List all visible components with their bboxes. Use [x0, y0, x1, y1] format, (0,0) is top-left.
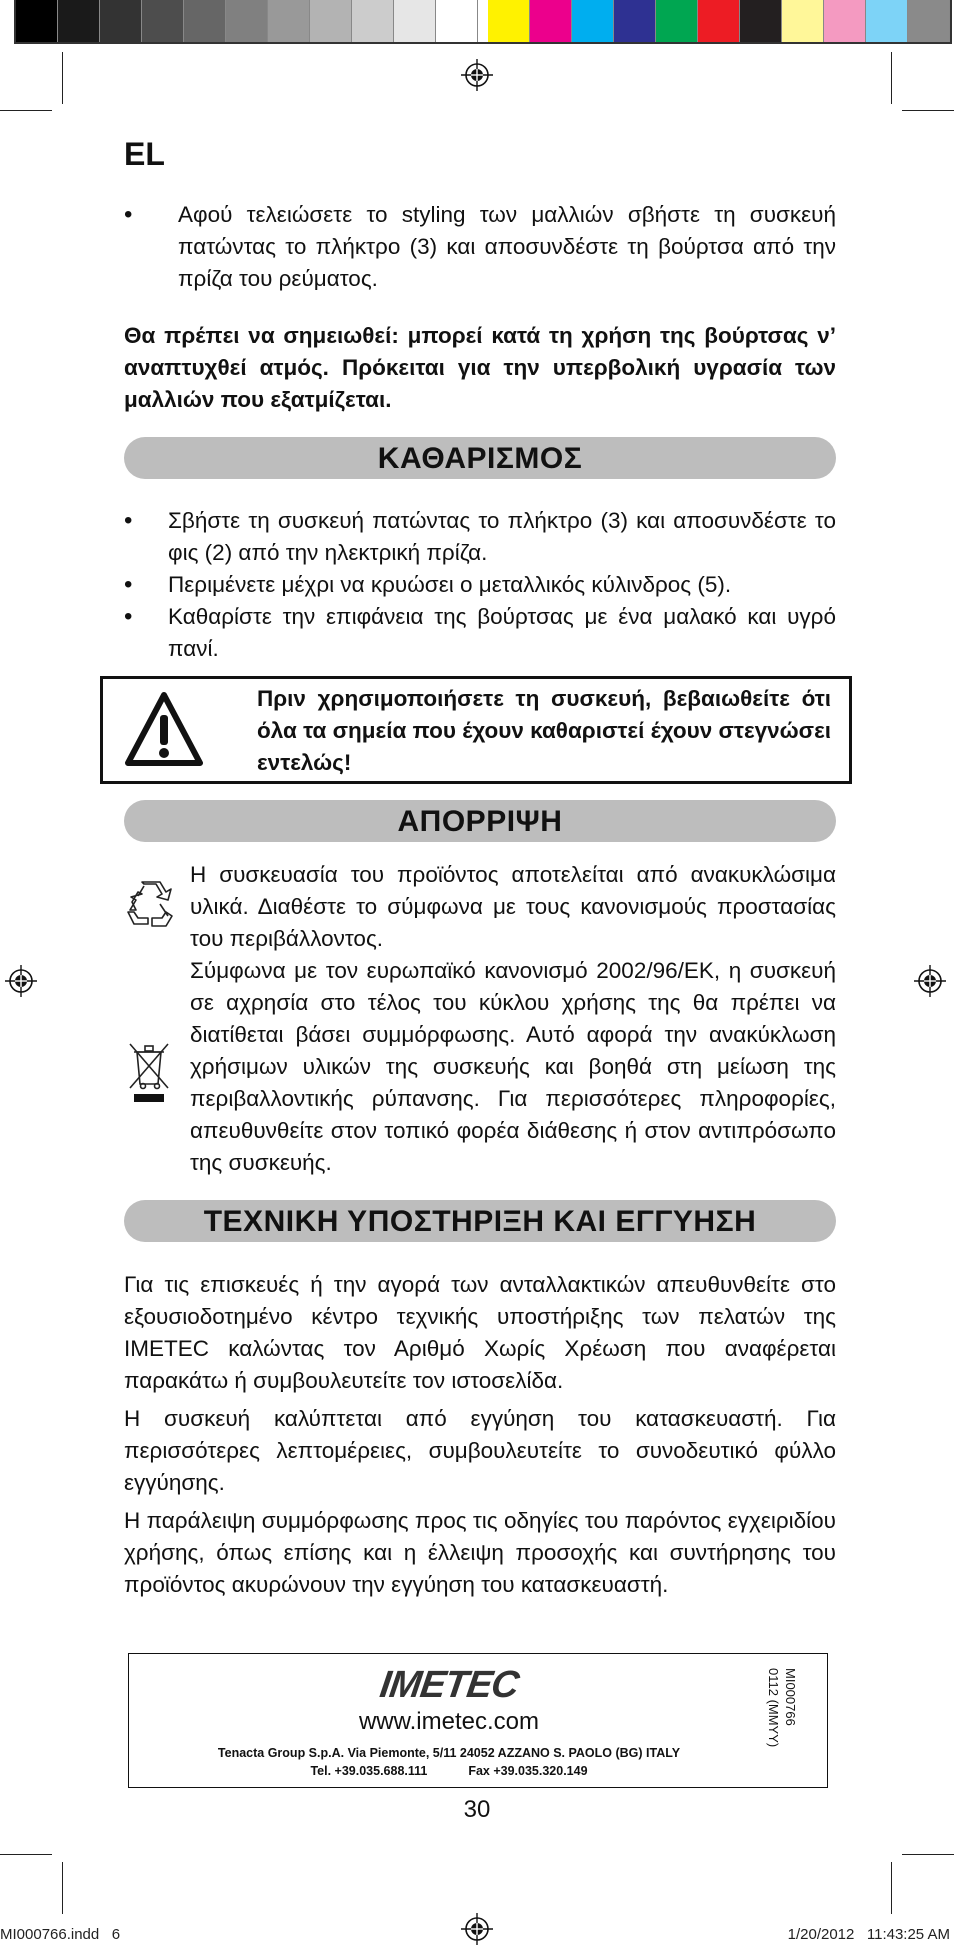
steam-note: Θα πρέπει να σημειωθεί: μπορεί κατά τη χρήση της βούρτσας ν’ αναπτυχθεί ατμός. Πρόκειται για την υπερβολική υγρασία των μαλλιών που εξατμίζεται. — [124, 323, 836, 412]
list-item: • Καθαρίστε την επιφάνεια της βούρτσας με ένα μαλακό και υγρό πανί. — [124, 601, 836, 665]
printer-color-bar — [14, 0, 952, 44]
cleaning-list — [124, 505, 836, 665]
code-number: MI000766 — [783, 1668, 798, 1726]
process-swatch-6 — [740, 0, 782, 42]
crop-mark — [891, 1862, 892, 1914]
crop-mark — [0, 1854, 52, 1855]
gray-swatch-7 — [310, 0, 352, 42]
brand-logo: IMETEC — [377, 1664, 521, 1706]
process-swatch-7 — [782, 0, 824, 42]
page-number: 30 — [463, 1796, 491, 1823]
gray-swatch-5 — [226, 0, 268, 42]
gray-swatch-8 — [352, 0, 394, 42]
packaging-text: Η συσκευασία του προϊόντος αποτελείται από ανακυκλώσιμα υλικά. Διαθέστε το σύμφωνα με τους κανονισμούς προστασίας του περιβάλλοντος. — [190, 862, 836, 951]
intro-bullet-list — [124, 199, 836, 295]
manufacturer-footer-box — [128, 1653, 828, 1788]
gray-swatch-2 — [100, 0, 142, 42]
registration-mark-icon — [460, 1912, 494, 1946]
section-title-cleaning: ΚΑΘΑΡΙΣΜΟΣ — [124, 437, 836, 479]
date-code: 0112 (MMYY) — [766, 1668, 781, 1748]
document-code — [763, 1668, 799, 1778]
process-color-ramp — [488, 0, 950, 42]
phone-number: Tel. +39.035.688.111 — [310, 1764, 428, 1778]
crop-mark — [62, 1862, 63, 1914]
process-swatch-4 — [656, 0, 698, 42]
process-swatch-3 — [614, 0, 656, 42]
list-item: • Αφού τελειώσετε το styling των μαλλιών σβήστε τη συσκευή πατώντας το πλήκτρο (3) και αποσυνδέστε τη βούρτσα από την πρίζα του ρεύματος. — [124, 199, 836, 295]
weee-text: Σύμφωνα με τον ευρωπαϊκό κανονισμό 2002/96/ΕΚ, η συσκευή σε αχρησία στο τέλος του κύκλου χρήσης της θα πρέπει να διατίθεται βάσει συμμόρφωσης. Αυτό αφορά την ανακύκλωση χρήσιμων υλικών της συσκευής και βοηθά στη μείωση της περιβαλλοντικής ρύπανσης. Για περισσότερες πληροφορίες, απευθυνθείτε στον τοπικό φορέα διάθεσης ή στον αντιπρόσωπο της συσκευής. — [190, 958, 836, 1175]
gray-swatch-0 — [16, 0, 58, 42]
process-swatch-8 — [824, 0, 866, 42]
website-link[interactable]: www.imetec.com — [358, 1708, 540, 1735]
list-item: • Σβήστε τη συσκευή πατώντας το πλήκτρο (3) και αποσυνδέστε το φις (2) από την ηλεκτρική πρίζα. — [124, 505, 836, 569]
recycle-icon — [124, 880, 176, 928]
process-swatch-9 — [866, 0, 908, 42]
section-title-support: ΤΕΧΝΙΚΗ ΥΠΟΣΤΗΡΙΞΗ ΚΑΙ ΕΓΓΥΗΣΗ — [124, 1200, 836, 1242]
crop-mark — [891, 52, 892, 104]
warning-text: Πριν χρησιμοποιήσετε τη συσκευή, βεβαιωθείτε ότι όλα τα σημεία που έχουν καθαριστεί έχουν στεγνώσει εντελώς! — [257, 686, 831, 775]
support-paragraph: Για τις επισκευές ή την αγορά των ανταλλακτικών απευθυνθείτε στο εξουσιοδοτημένο κέντρο τεχνικής υποστήριξης των πελατών της IMETEC καλώντας τον Αριθμό Χωρίς Χρέωση που αναφέρεται παρακάτω ή συμβουλευτείτε τον ιστοσελίδα. — [124, 1272, 836, 1393]
crop-mark — [902, 1854, 954, 1855]
registration-mark-icon — [4, 964, 38, 998]
gray-swatch-4 — [184, 0, 226, 42]
timestamp-slug: 1/20/2012 11:43:25 AM — [787, 1926, 950, 1943]
gray-ramp — [16, 0, 478, 42]
gray-swatch-1 — [58, 0, 100, 42]
gray-swatch-9 — [394, 0, 436, 42]
crop-mark — [62, 52, 63, 104]
registration-mark-icon — [913, 964, 947, 998]
gray-swatch-6 — [268, 0, 310, 42]
process-swatch-2 — [572, 0, 614, 42]
section-title-disposal: ΑΠΟΡΡΙΨΗ — [124, 800, 836, 842]
support-paragraph: Η παράλειψη συμμόρφωσης προς τις οδηγίες του παρόντος εγχειριδίου χρήσης, όπως επίσης και η έλλειψη προσοχής και συντήρησης του προϊόντος ακυρώνουν την εγγύηση του κατασκευαστή. — [124, 1508, 836, 1597]
crossed-bin-icon — [126, 1040, 172, 1104]
registration-mark-icon — [460, 58, 494, 92]
process-swatch-0 — [488, 0, 530, 42]
crop-mark — [0, 110, 52, 111]
address-line: Tenacta Group S.p.A. Via Piemonte, 5/11 24052 AZZANO S. PAOLO (BG) ITALY — [217, 1746, 681, 1760]
phone-fax-line — [129, 1764, 769, 1778]
support-paragraph: Η συσκευή καλύπτεται από εγγύηση του κατασκευαστή. Για περισσότερες λεπτομέρειες, συμβουλευτείτε το συνοδευτικό φύλλο εγγύησης. — [124, 1406, 836, 1495]
warning-box — [100, 676, 852, 784]
process-swatch-1 — [530, 0, 572, 42]
fax-number: Fax +39.035.320.149 — [468, 1764, 588, 1778]
warning-triangle-icon — [123, 689, 205, 771]
gray-swatch-10 — [436, 0, 478, 42]
list-item: • Περιμένετε μέχρι να κρυώσει ο μεταλλικός κύλινδρος (5). — [124, 569, 836, 601]
language-label: EL — [124, 136, 165, 172]
gray-swatch-3 — [142, 0, 184, 42]
process-swatch-5 — [698, 0, 740, 42]
crop-mark — [902, 110, 954, 111]
file-slug: MI000766.indd 6 — [0, 1926, 121, 1943]
process-swatch-10 — [908, 0, 950, 42]
